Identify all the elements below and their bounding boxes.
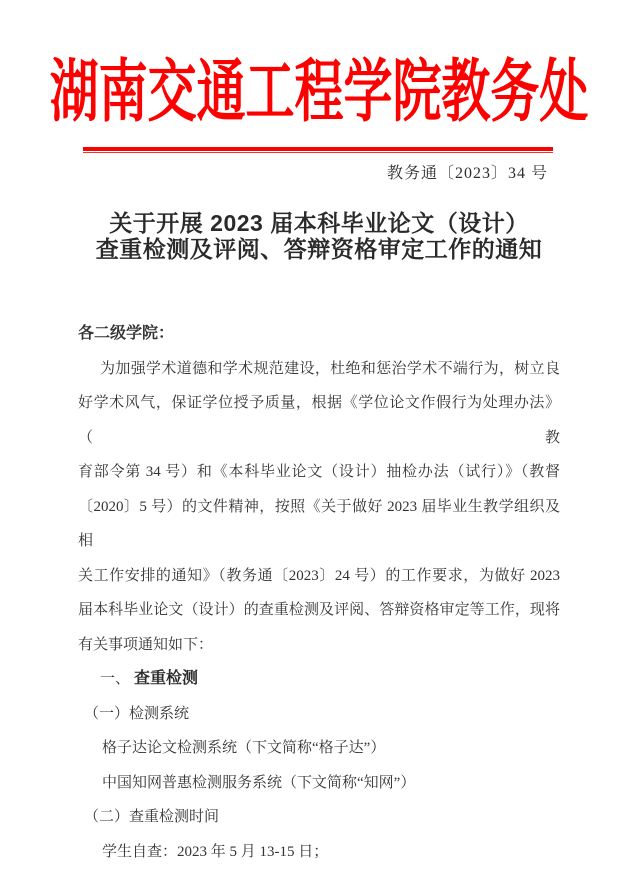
- subsection-1-heading: （一）检测系统: [78, 697, 560, 732]
- notice-title-line-2: 查重检测及评阅、答辩资格审定工作的通知: [78, 236, 560, 262]
- notice-body: [78, 317, 560, 869]
- red-divider-thin-line: [83, 152, 553, 154]
- section-1-heading: [78, 662, 560, 697]
- paragraph-line-2: 好学术风气，保证学位授予质量，根据《学位论文作假行为处理办法》（教: [78, 386, 560, 455]
- paragraph-line-4: 〔2020〕5 号）的文件精神，按照《关于做好 2023 届毕业生教学组织及相: [78, 490, 560, 559]
- section-1-title: 查重检测: [134, 670, 198, 687]
- org-name-wrap: [78, 50, 560, 134]
- notice-title-line-1: 关于开展 2023 届本科毕业论文（设计）: [78, 210, 560, 236]
- red-divider: [83, 147, 553, 153]
- masthead: [78, 50, 560, 153]
- paragraph-line-5: 关工作安排的通知》（教务通〔2023〕24 号）的工作要求，为做好 2023: [78, 559, 560, 594]
- detection-system-1: 格子达论文检测系统（下文简称“格子达”）: [78, 731, 560, 766]
- detection-system-2: 中国知网普惠检测服务系统（下文简称“知网”）: [78, 766, 560, 801]
- section-1-number: 一、: [100, 671, 130, 687]
- org-name: 湖南交通工程学院教务处: [50, 50, 589, 134]
- red-divider-thick-line: [83, 147, 553, 151]
- notice-document: [0, 50, 629, 854]
- subsection-2-heading: （二）查重检测时间: [78, 800, 560, 835]
- doc-number: 教务通〔2023〕34 号: [78, 164, 560, 184]
- student-self-check-date: 学生自查：2023 年 5 月 13-15 日；: [78, 835, 560, 869]
- salutation: 各二级学院：: [78, 317, 560, 352]
- paragraph-line-6: 届本科毕业论文（设计）的查重检测及评阅、答辩资格审定等工作，现将: [78, 593, 560, 628]
- paragraph-line-1: 为加强学术道德和学术规范建设，杜绝和惩治学术不端行为，树立良: [78, 352, 560, 387]
- paragraph-line-7: 有关事项通知如下：: [78, 628, 560, 663]
- paragraph-line-3: 育部令第 34 号）和《本科毕业论文（设计）抽检办法（试行）》（教督: [78, 455, 560, 490]
- notice-title: [78, 210, 560, 262]
